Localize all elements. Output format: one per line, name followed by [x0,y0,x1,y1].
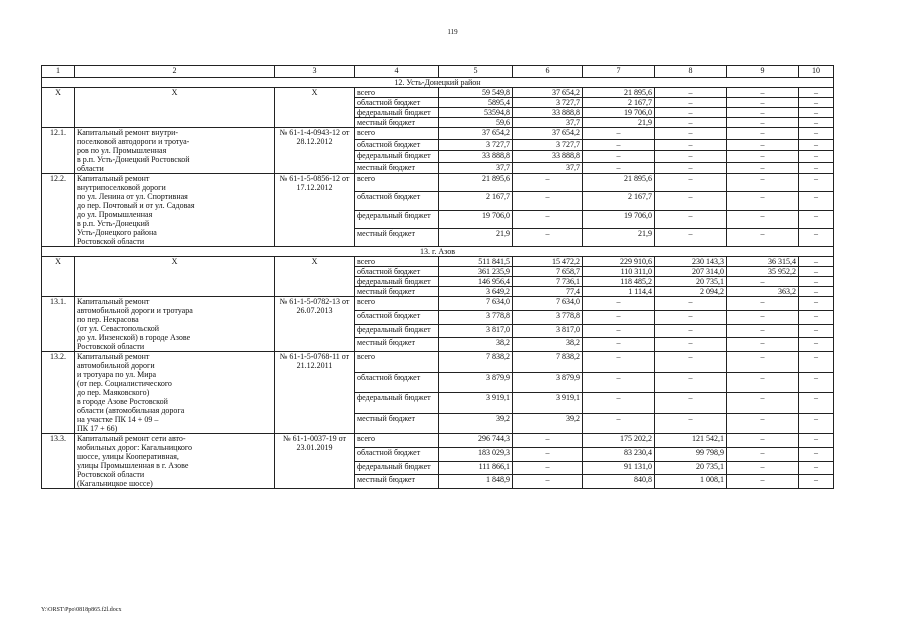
amount-cell: – [583,324,655,338]
amount-cell: 361 235,9 [439,267,513,277]
item-number: 13.3. [42,434,75,489]
amount-cell: – [727,108,799,118]
amount-cell: – [727,475,799,489]
amount-cell: – [583,151,655,163]
header-row [42,66,834,78]
table-row [42,128,834,140]
amount-cell: 363,2 [727,287,799,297]
amount-cell: – [655,139,727,151]
funding-source: федеральный бюджет [355,324,439,338]
amount-cell: – [583,413,655,434]
amount-cell: – [799,297,834,311]
amount-cell: 33 888,8 [513,108,583,118]
amount-cell: 3 817,0 [439,324,513,338]
column-header: 7 [583,66,655,78]
section-row [42,78,834,88]
table-row [42,297,834,311]
amount-cell: 19 706,0 [583,108,655,118]
amount-cell: – [799,210,834,228]
amount-cell: 7 838,2 [513,352,583,373]
page-number: 119 [447,28,458,36]
amount-cell: 21 895,6 [439,174,513,192]
amount-cell: 99 798,9 [655,447,727,461]
column-header: 8 [655,66,727,78]
funding-source: областной бюджет [355,98,439,108]
amount-cell: – [799,277,834,287]
amount-cell: 2 167,7 [583,192,655,210]
funding-source: местный бюджет [355,287,439,297]
amount-cell: 19 706,0 [583,210,655,228]
amount-cell: 59 549,8 [439,88,513,98]
funding-source: областной бюджет [355,447,439,461]
section-title: 12. Усть-Донецкий район [42,78,834,88]
amount-cell: – [799,139,834,151]
amount-cell: 37 654,2 [513,128,583,140]
amount-cell: 20 735,1 [655,277,727,287]
amount-cell: – [727,162,799,174]
amount-cell: – [583,162,655,174]
amount-cell: – [655,151,727,163]
amount-cell: 3 919,1 [513,393,583,414]
amount-cell: – [727,310,799,324]
amount-cell: – [727,277,799,287]
funding-source: местный бюджет [355,338,439,352]
object-name: Капитальный ремонт сети авто- мобильных дорог: Кагальницкого шоссе, улицы Кооперативная, улицы Промышленная в г. Азове Ростовской области (Кагальницкое шоссе) [75,434,275,489]
column-header: 4 [355,66,439,78]
amount-cell: – [799,461,834,475]
amount-cell: 7 634,0 [513,297,583,311]
amount-cell: 83 230,4 [583,447,655,461]
column-header: 9 [727,66,799,78]
amount-cell: – [655,413,727,434]
amount-cell: 5895,4 [439,98,513,108]
amount-cell: – [799,338,834,352]
amount-cell: – [799,257,834,267]
amount-cell: – [727,139,799,151]
amount-cell: – [513,228,583,246]
amount-cell: – [655,297,727,311]
funding-source: областной бюджет [355,267,439,277]
amount-cell: – [727,352,799,373]
amount-cell: 3 649,2 [439,287,513,297]
amount-cell: – [799,413,834,434]
amount-cell: – [513,461,583,475]
amount-cell: – [655,210,727,228]
amount-cell: – [655,108,727,118]
amount-cell: – [583,338,655,352]
amount-cell: 38,2 [513,338,583,352]
amount-cell: – [727,372,799,393]
expertise-document: № 61-1-5-0782-13 от 26.07.2013 [275,297,355,352]
funding-source: всего [355,174,439,192]
expertise-document: № 61-1-4-0943-12 от 28.12.2012 [275,128,355,174]
amount-cell: – [799,447,834,461]
amount-cell: – [655,162,727,174]
amount-cell: – [655,338,727,352]
amount-cell: 229 910,6 [583,257,655,267]
amount-cell: – [727,128,799,140]
column-header: 5 [439,66,513,78]
section-title: 13. г. Азов [42,247,834,257]
amount-cell: 3 879,9 [439,372,513,393]
expertise-document: № 61-1-5-0856-12 от 17.12.2012 [275,174,355,247]
object-name: X [75,88,275,128]
amount-cell: 3 727,7 [513,98,583,108]
amount-cell: – [655,192,727,210]
amount-cell: 3 817,0 [513,324,583,338]
amount-cell: – [655,310,727,324]
column-header: 3 [275,66,355,78]
amount-cell: – [727,324,799,338]
amount-cell: – [799,393,834,414]
amount-cell: – [513,192,583,210]
amount-cell: 183 029,3 [439,447,513,461]
amount-cell: 39,2 [439,413,513,434]
funding-source: всего [355,434,439,448]
amount-cell: – [655,88,727,98]
amount-cell: 3 727,7 [439,139,513,151]
amount-cell: – [583,297,655,311]
amount-cell: 1 008,1 [655,475,727,489]
amount-cell: – [583,310,655,324]
amount-cell: 175 202,2 [583,434,655,448]
amount-cell: – [655,228,727,246]
amount-cell: 2 094,2 [655,287,727,297]
amount-cell: – [727,447,799,461]
amount-cell: 840,8 [583,475,655,489]
object-name: Капитальный ремонт автомобильной дороги и тротуара по пер. Некрасова (от ул. Севастопольской до ул. Инзенской) в городе Азове Ростовской области [75,297,275,352]
amount-cell: 2 167,7 [439,192,513,210]
funding-source: местный бюджет [355,118,439,128]
column-header: 2 [75,66,275,78]
amount-cell: – [655,352,727,373]
amount-cell: – [655,393,727,414]
amount-cell: – [799,162,834,174]
amount-cell: – [655,174,727,192]
amount-cell: 118 485,2 [583,277,655,287]
amount-cell: – [727,174,799,192]
amount-cell: 21 895,6 [583,174,655,192]
amount-cell: – [583,139,655,151]
amount-cell: – [655,98,727,108]
object-name: Капитальный ремонт внутрипоселковой дороги по ул. Ленина от ул. Спортивная до пер. Почтовый и от ул. Садовая до ул. Промышленная в р.п. Усть-Донецкий Усть-Донецкого района Ростовской области [75,174,275,247]
funding-source: федеральный бюджет [355,108,439,118]
amount-cell: – [799,475,834,489]
amount-cell: – [799,192,834,210]
amount-cell: 230 143,3 [655,257,727,267]
item-number: 12.2. [42,174,75,247]
object-name: Капитальный ремонт внутри- поселковой автодороги и тротуа- ров по ул. Промышленная в р.п. Усть-Донецкий Ростовской области [75,128,275,174]
amount-cell: – [655,324,727,338]
file-path-footer: Y:\ORST\Ppo\0818p865.f2l.docx [41,607,122,613]
amount-cell: 37,7 [513,118,583,128]
item-number: 13.2. [42,352,75,434]
amount-cell: 511 841,5 [439,257,513,267]
amount-cell: – [583,128,655,140]
amount-cell: – [799,324,834,338]
amount-cell: 33 888,8 [439,151,513,163]
amount-cell: – [799,352,834,373]
amount-cell: – [583,393,655,414]
amount-cell: – [727,434,799,448]
amount-cell: 77,4 [513,287,583,297]
amount-cell: – [727,192,799,210]
item-number: X [42,257,75,297]
object-name: Капитальный ремонт автомобильной дороги и тротуара по ул. Мира (от пер. Социалистического до пер. Маяковского) в городе Азове Ростовской области (автомобильная дорога на участке ПК 14 + 09 – ПК 17 + 66) [75,352,275,434]
amount-cell: 207 314,0 [655,267,727,277]
amount-cell: – [655,128,727,140]
amount-cell: – [799,128,834,140]
amount-cell: – [727,88,799,98]
amount-cell: 296 744,3 [439,434,513,448]
section-row [42,247,834,257]
amount-cell: 146 956,4 [439,277,513,287]
amount-cell: – [727,461,799,475]
funding-source: областной бюджет [355,139,439,151]
amount-cell: 37 654,2 [439,128,513,140]
amount-cell: – [799,372,834,393]
expertise-document: № 61-1-0037-19 от 23.01.2019 [275,434,355,489]
amount-cell: 3 778,8 [513,310,583,324]
amount-cell: 36 315,4 [727,257,799,267]
item-number: X [42,88,75,128]
amount-cell: – [655,372,727,393]
amount-cell: – [513,210,583,228]
amount-cell: – [799,88,834,98]
column-header: 6 [513,66,583,78]
amount-cell: – [513,447,583,461]
amount-cell: 21,9 [583,118,655,128]
funding-source: областной бюджет [355,372,439,393]
funding-source: федеральный бюджет [355,277,439,287]
amount-cell: 3 778,8 [439,310,513,324]
amount-cell: 38,2 [439,338,513,352]
amount-cell: – [799,310,834,324]
amount-cell: – [513,475,583,489]
amount-cell: 7 634,0 [439,297,513,311]
expertise-document: № 61-1-5-0768-11 от 21.12.2011 [275,352,355,434]
item-number: 13.1. [42,297,75,352]
table-row [42,352,834,373]
object-name: X [75,257,275,297]
amount-cell: – [583,372,655,393]
funding-source: областной бюджет [355,192,439,210]
amount-cell: 37,7 [513,162,583,174]
funding-source: всего [355,88,439,98]
amount-cell: 1 114,4 [583,287,655,297]
funding-source: федеральный бюджет [355,151,439,163]
amount-cell: 121 542,1 [655,434,727,448]
amount-cell: – [799,174,834,192]
funding-source: всего [355,128,439,140]
amount-cell: – [583,352,655,373]
amount-cell: – [727,338,799,352]
amount-cell: 21,9 [439,228,513,246]
funding-source: всего [355,257,439,267]
amount-cell: 59,6 [439,118,513,128]
funding-source: федеральный бюджет [355,461,439,475]
amount-cell: 33 888,8 [513,151,583,163]
funding-source: всего [355,352,439,373]
amount-cell: 7 838,2 [439,352,513,373]
funding-source: местный бюджет [355,475,439,489]
amount-cell: 3 919,1 [439,393,513,414]
table-row [42,174,834,192]
item-number: 12.1. [42,128,75,174]
amount-cell: 1 848,9 [439,475,513,489]
funding-source: федеральный бюджет [355,393,439,414]
amount-cell: – [727,118,799,128]
table-row [42,257,834,267]
expertise-document: X [275,257,355,297]
amount-cell: 39,2 [513,413,583,434]
column-header: 1 [42,66,75,78]
amount-cell: – [799,287,834,297]
funding-source: местный бюджет [355,413,439,434]
amount-cell: – [727,210,799,228]
amount-cell: – [727,151,799,163]
amount-cell: 3 879,9 [513,372,583,393]
amount-cell: – [799,98,834,108]
amount-cell: 53594,8 [439,108,513,118]
amount-cell: 20 735,1 [655,461,727,475]
amount-cell: – [799,108,834,118]
amount-cell: 37 654,2 [513,88,583,98]
amount-cell: 15 472,2 [513,257,583,267]
amount-cell: – [727,297,799,311]
amount-cell: 21,9 [583,228,655,246]
amount-cell: – [513,174,583,192]
amount-cell: 7 736,1 [513,277,583,287]
amount-cell: – [727,228,799,246]
funding-source: областной бюджет [355,310,439,324]
funding-source: местный бюджет [355,162,439,174]
amount-cell: 21 895,6 [583,88,655,98]
expertise-document: X [275,88,355,128]
amount-cell: 91 131,0 [583,461,655,475]
amount-cell: – [799,228,834,246]
amount-cell: – [799,434,834,448]
funding-source: местный бюджет [355,228,439,246]
funding-source: всего [355,297,439,311]
amount-cell: 2 167,7 [583,98,655,108]
amount-cell: – [513,434,583,448]
amount-cell: – [727,413,799,434]
amount-cell: – [799,118,834,128]
amount-cell: – [727,393,799,414]
table-row [42,434,834,448]
amount-cell: – [799,267,834,277]
table-row [42,88,834,98]
amount-cell: 7 658,7 [513,267,583,277]
amount-cell: 3 727,7 [513,139,583,151]
amount-cell: 37,7 [439,162,513,174]
amount-cell: – [799,151,834,163]
amount-cell: 110 311,0 [583,267,655,277]
column-header: 10 [799,66,834,78]
amount-cell: – [655,118,727,128]
budget-table [41,65,834,489]
amount-cell: 19 706,0 [439,210,513,228]
amount-cell: 35 952,2 [727,267,799,277]
amount-cell: 111 866,1 [439,461,513,475]
amount-cell: – [727,98,799,108]
funding-source: федеральный бюджет [355,210,439,228]
